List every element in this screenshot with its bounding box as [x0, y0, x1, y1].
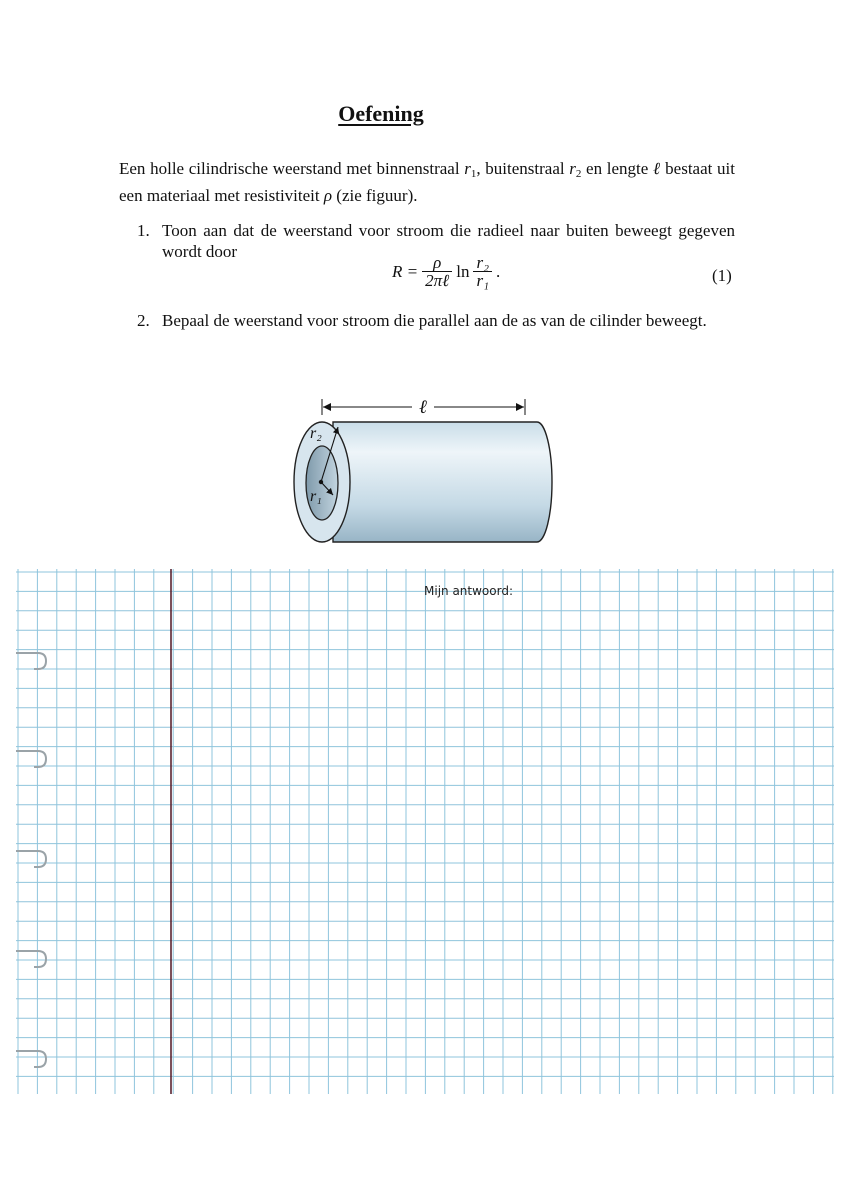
equation-number: (1): [712, 266, 732, 285]
intro-text: (zie figuur).: [332, 186, 418, 205]
intro-text: en lengte: [581, 159, 653, 178]
question-2: [137, 310, 735, 331]
question-number: 1.: [137, 221, 150, 240]
intro-text: , buitenstraal: [476, 159, 570, 178]
equation-period: .: [495, 262, 501, 281]
exercise-title: Oefening: [338, 101, 424, 126]
question-text: Bepaal de weerstand voor stroom die parallel aan de as van de cilinder beweegt.: [162, 311, 707, 330]
intro-paragraph: [119, 158, 735, 207]
rho-symbol: ρ: [323, 186, 333, 205]
r1-symbol: $r_1$: [464, 159, 477, 180]
graph-paper: [16, 569, 834, 1094]
r2-label: r₂: [310, 425, 322, 442]
equation-lhs: R =: [392, 262, 419, 281]
intro-text: bestaat uit een materiaal met resistiviteit: [119, 159, 735, 205]
hollow-cylinder-figure: [280, 385, 570, 550]
cylinder-body: [333, 422, 552, 542]
r2-symbol: $r_2$: [569, 159, 582, 180]
r1-label: r₁: [310, 488, 322, 505]
answer-label: Mijn antwoord:: [424, 584, 513, 598]
resistance-equation: [392, 254, 500, 290]
question-text: Toon aan dat de weerstand voor stroom die radieel naar buiten beweegt gegeven wordt door: [162, 221, 735, 261]
ln-operator: ln: [456, 262, 470, 281]
intro-text: Een holle cilindrische weerstand met binnenstraal: [119, 159, 465, 178]
fraction-radii: $\frac{\text{r₂}}{\text{r₁}}$: [473, 254, 492, 290]
question-number: 2.: [137, 311, 150, 330]
length-symbol: ℓ: [652, 159, 661, 178]
length-label: ℓ: [419, 397, 427, 418]
fraction-rho: $\frac{\rho}{\text{2πℓ}}$: [422, 254, 452, 290]
graph-paper-answer-area[interactable]: [16, 569, 834, 1094]
